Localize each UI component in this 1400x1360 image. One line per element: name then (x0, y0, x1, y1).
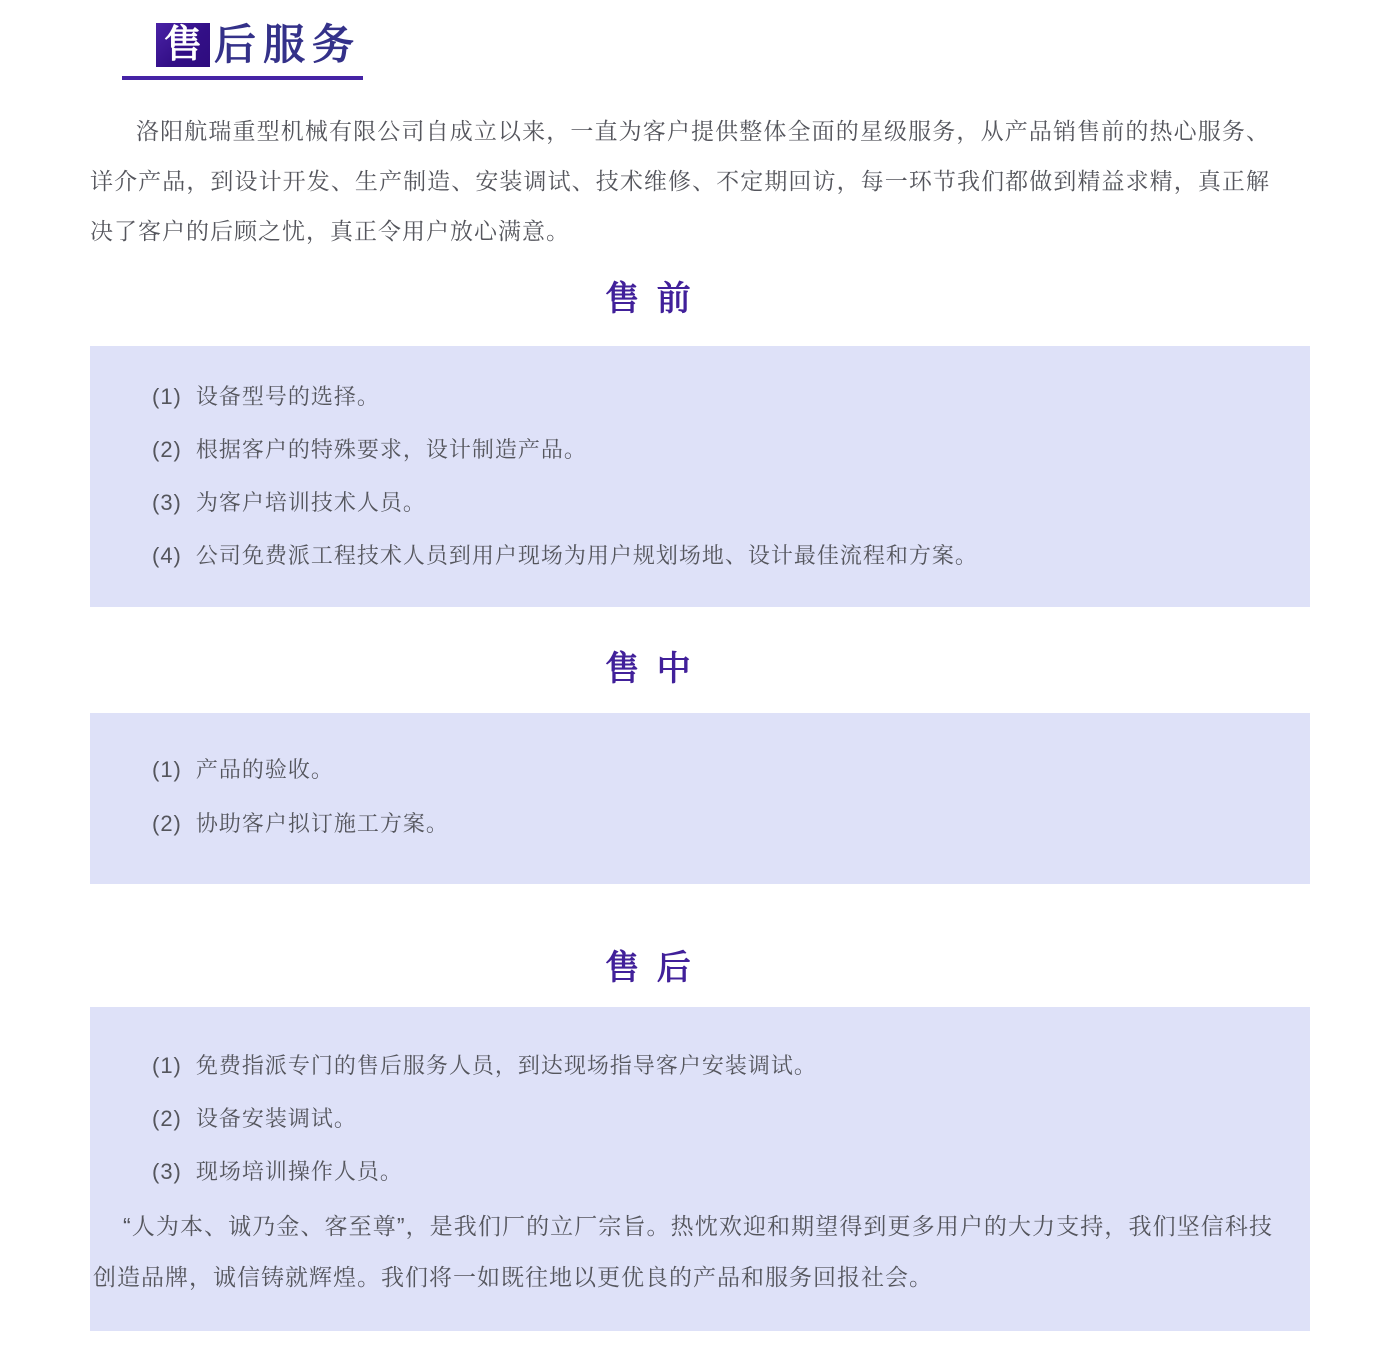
item-text: 公司免费派工程技术人员到用户现场为用户规划场地、设计最佳流程和方案。 (195, 543, 978, 568)
midsale-item-list (90, 743, 1290, 851)
section-heading-aftersale: 售 后 (605, 949, 695, 987)
section-heading-midsale: 售 中 (605, 650, 695, 688)
list-item (152, 1145, 1310, 1198)
item-text: 设备型号的选择。 (195, 384, 380, 409)
list-item (152, 1039, 1310, 1092)
item-number: (1) (152, 1053, 182, 1078)
item-number: (2) (152, 437, 182, 462)
closing-paragraph: “人为本、诚乃金、客至尊”，是我们厂的立厂宗旨。热忱欢迎和期望得到更多用户的大力支持，我们坚信科技创造品牌，诚信铸就辉煌。我们将一如既往地以更优良的产品和服务回报社会。 (93, 1213, 1273, 1290)
list-item (152, 476, 1290, 529)
list-item (152, 423, 1290, 476)
list-item (152, 797, 1290, 851)
page-title (122, 23, 363, 80)
item-number: (1) (152, 757, 182, 782)
item-text: 为客户培训技术人员。 (195, 490, 426, 515)
title-rest-text: 后服务 (214, 21, 362, 68)
item-text: 设备安装调试。 (195, 1106, 357, 1131)
item-text: 协助客户拟订施工方案。 (195, 811, 449, 836)
aftersale-item-list (90, 1039, 1310, 1198)
list-item (152, 1092, 1310, 1145)
title-first-char-badge: 售 (156, 23, 210, 67)
item-number: (3) (152, 1159, 182, 1184)
list-item (152, 743, 1290, 797)
item-number: (4) (152, 543, 182, 568)
item-number: (2) (152, 1106, 182, 1131)
item-number: (1) (152, 384, 182, 409)
item-text: 根据客户的特殊要求，设计制造产品。 (195, 437, 587, 462)
item-number: (3) (152, 490, 182, 515)
aftersale-panel (90, 1007, 1310, 1331)
list-item (152, 370, 1290, 423)
section-heading-presale: 售 前 (605, 280, 695, 318)
item-text: 现场培训操作人员。 (195, 1159, 403, 1184)
item-number: (2) (152, 811, 182, 836)
intro-paragraph: 洛阳航瑞重型机械有限公司自成立以来，一直为客户提供整体全面的星级服务，从产品销售前的热心服务、详介产品，到设计开发、生产制造、安装调试、技术维修、不定期回访，每一环节我们都做到精益求精，真正解决了客户的后顾之忧，真正令用户放心满意。 (90, 118, 1270, 244)
list-item (152, 529, 1290, 582)
presale-item-list (90, 370, 1290, 582)
midsale-panel (90, 713, 1310, 884)
item-text: 产品的验收。 (195, 757, 334, 782)
presale-panel (90, 346, 1310, 607)
item-text: 免费指派专门的售后服务人员，到达现场指导客户安装调试。 (195, 1053, 817, 1078)
